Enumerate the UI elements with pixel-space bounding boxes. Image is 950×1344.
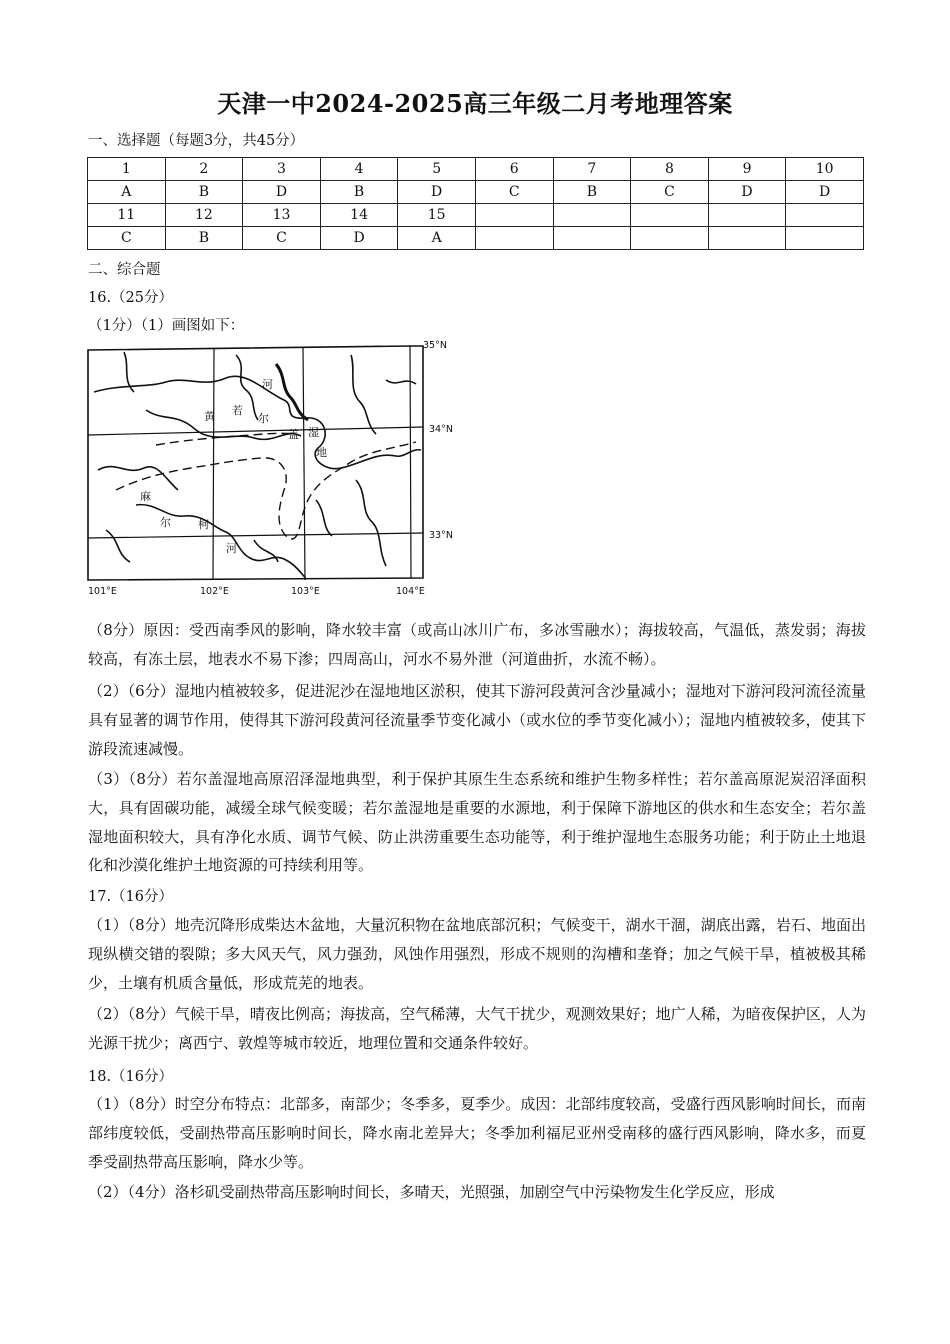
table-cell bbox=[708, 204, 786, 227]
section-comprehensive-heading: 二、综合题 bbox=[88, 262, 161, 278]
table-cell: 10 bbox=[786, 158, 864, 181]
map-label: 尔 bbox=[160, 516, 171, 529]
table-cell: C bbox=[243, 227, 321, 250]
q17-part2: （2）（8分）气候干旱，晴夜比例高；海拔高，空气稀薄，大气干扰少，观测效果好；地广人稀，为暗夜保护区，人为光源干扰少；离西宁、敦煌等城市较近，地理位置和交通条件较好。 bbox=[88, 1005, 866, 1052]
tributary-d bbox=[386, 380, 416, 384]
table-cell: B bbox=[165, 227, 243, 250]
map-label: 湿 bbox=[308, 426, 319, 439]
map-label: 地 bbox=[316, 446, 327, 459]
lat-label-35: 35°N bbox=[423, 340, 447, 351]
tributary-b bbox=[351, 355, 376, 434]
map-frame bbox=[88, 346, 423, 580]
table-cell bbox=[553, 204, 631, 227]
table-cell: D bbox=[786, 181, 864, 204]
q16-part3: （3）（8分）若尔盖湿地高原沼泽湿地典型，利于保护其原生生态系统和维护生物多样性；若尔盖高原泥炭沼泽面积大，具有固碳功能，减缓全球气候变暖；若尔盖湿地是重要的水源地，利于保障下游地区的供水和生态安全；若尔盖湿地面积较大，具有净化水质、调节气候、防止洪涝重要生态功能等，利于维护湿地生态服务功能；利于防止土地退化和沙漠化维护土地资源的可持续利用等。 bbox=[88, 770, 866, 875]
table-cell bbox=[475, 204, 553, 227]
lon-line-103 bbox=[303, 347, 305, 580]
table-cell: 13 bbox=[243, 204, 321, 227]
table-row bbox=[88, 204, 864, 227]
table-cell: 15 bbox=[398, 204, 476, 227]
table-cell: A bbox=[398, 227, 476, 250]
black-river bbox=[146, 410, 301, 439]
q17-part1: （1）（8分）地壳沉降形成柴达木盆地，大量沉积物在盆地底部沉积；气候变干，湖水干涸，湖底出露，岩石、地面出现纵横交错的裂隙；多大风天气，风力强劲，风蚀作用强烈，形成不规则的沟槽和垄脊；加之气候干旱，植被极其稀少，土壤有机质含量低，形成荒芜的地表。 bbox=[88, 916, 866, 992]
map-label: 尔 bbox=[258, 412, 269, 425]
table-cell: B bbox=[553, 181, 631, 204]
table-cell: 7 bbox=[553, 158, 631, 181]
map-label: 麻 bbox=[140, 490, 151, 503]
q16-part2: （2）（6分）湿地内植被较多，促进泥沙在湿地地区淤积，使其下游河段黄河含沙量减小；湿地对下游河段河流径流量具有显著的调节作用，使得其下游河段黄河径流量季节变化减小（或水位的季节变化减小）；湿地内植被较多，使其下游段流速减慢。 bbox=[88, 682, 866, 758]
table-cell: D bbox=[320, 227, 398, 250]
table-cell bbox=[631, 204, 709, 227]
table-cell bbox=[631, 227, 709, 250]
table-cell: C bbox=[88, 227, 166, 250]
table-row bbox=[88, 181, 864, 204]
table-cell: D bbox=[243, 181, 321, 204]
map-label: 柯 bbox=[198, 518, 209, 531]
wetland-map bbox=[86, 340, 466, 600]
lon-label-104: 104°E bbox=[396, 586, 425, 597]
bai-river bbox=[98, 467, 178, 490]
table-cell: B bbox=[320, 181, 398, 204]
map-label: 盖 bbox=[288, 428, 299, 441]
q18-part1: （1）（8分）时空分布特点：北部多，南部少；冬季多，夏季少。成因：北部纬度较高，受盛行西风影响时间长，而南部纬度较低，受副热带高压影响时间长，降水南北差异大；冬季加利福尼亚州受南移的盛行西风影响，降水多，而夏季受副热带高压影响，降水少等。 bbox=[88, 1095, 866, 1171]
lat-label-33: 33°N bbox=[429, 530, 453, 541]
table-cell bbox=[708, 227, 786, 250]
page-title: 天津一中2024-2025高三年级二月考地理答案 bbox=[217, 89, 733, 118]
table-cell bbox=[553, 227, 631, 250]
tributary-g bbox=[106, 530, 130, 562]
table-cell: D bbox=[398, 181, 476, 204]
table-cell: 8 bbox=[631, 158, 709, 181]
q18-heading: 18.（16分） bbox=[88, 1069, 174, 1085]
table-cell bbox=[786, 227, 864, 250]
section-choice-heading: 一、选择题（每题3分，共45分） bbox=[88, 133, 305, 149]
table-cell: 1 bbox=[88, 158, 166, 181]
table-cell: 6 bbox=[475, 158, 553, 181]
table-cell: 5 bbox=[398, 158, 476, 181]
answer-table bbox=[87, 157, 864, 250]
q16-part1-reason: （8分）原因：受西南季风的影响，降水较丰富（或高山冰川广布，多冰雪融水）；海拔较高，气温低，蒸发弱；海拔较高，有冻土层，地表水不易下渗；四周高山，河水不易外泄（河道曲折，水流不畅）。 bbox=[88, 621, 866, 668]
table-cell: C bbox=[475, 181, 553, 204]
table-cell: 3 bbox=[243, 158, 321, 181]
table-cell: 2 bbox=[165, 158, 243, 181]
lon-label-103: 103°E bbox=[291, 586, 320, 597]
table-cell: C bbox=[631, 181, 709, 204]
wetland-boundary-north bbox=[156, 433, 296, 445]
q16-part1-heading: （1分）（1）画图如下： bbox=[88, 318, 245, 334]
lon-label-101: 101°E bbox=[88, 586, 117, 597]
table-cell: B bbox=[165, 181, 243, 204]
tributary-h bbox=[316, 500, 332, 536]
table-cell bbox=[475, 227, 553, 250]
table-row bbox=[88, 227, 864, 250]
table-cell bbox=[786, 204, 864, 227]
table-cell: A bbox=[88, 181, 166, 204]
map-label: 黄 bbox=[204, 410, 215, 423]
map-label: 河 bbox=[226, 542, 237, 555]
lat-label-34: 34°N bbox=[429, 424, 453, 435]
lon-label-102: 102°E bbox=[200, 586, 229, 597]
q17-heading: 17.（16分） bbox=[88, 889, 174, 905]
table-cell: 12 bbox=[165, 204, 243, 227]
table-cell: 11 bbox=[88, 204, 166, 227]
map-label: 若 bbox=[232, 404, 243, 417]
table-cell: 4 bbox=[320, 158, 398, 181]
lat-line-33 bbox=[88, 533, 423, 538]
table-cell: 9 bbox=[708, 158, 786, 181]
table-row bbox=[88, 158, 864, 181]
q16-heading: 16.（25分） bbox=[88, 290, 174, 306]
q18-part2: （2）（4分）洛杉矶受副热带高压影响时间长，多晴天，光照强，加剧空气中污染物发生化学反应，形成 bbox=[88, 1183, 775, 1201]
table-cell: D bbox=[708, 181, 786, 204]
map-label: 河 bbox=[262, 378, 273, 391]
tributary-e bbox=[356, 480, 386, 566]
table-cell: 14 bbox=[320, 204, 398, 227]
